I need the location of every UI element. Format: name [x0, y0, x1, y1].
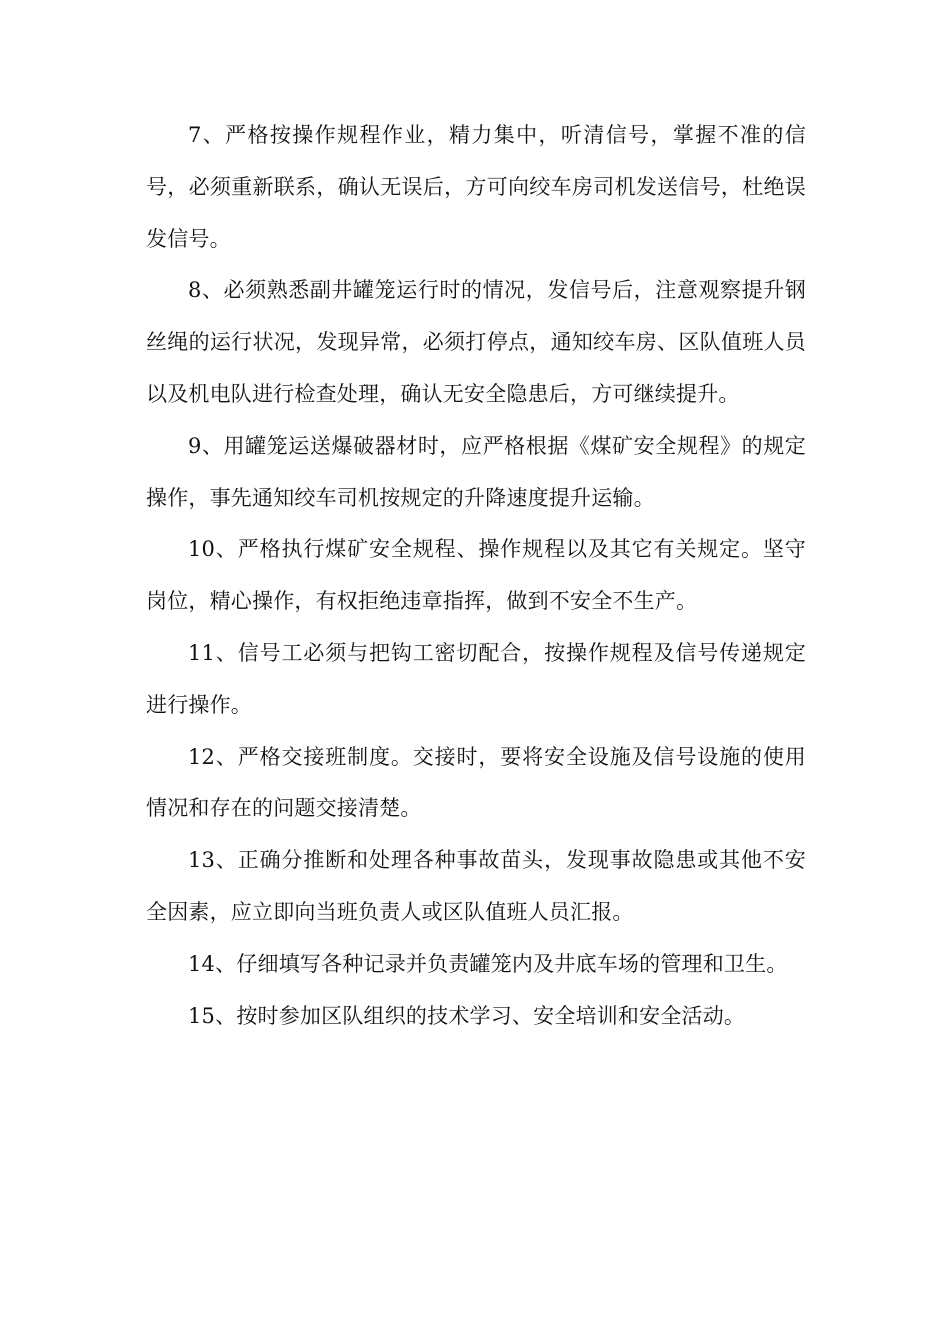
document-body — [146, 110, 806, 1042]
paragraph-item-7: 7、严格按操作规程作业，精力集中，听清信号，掌握不准的信号，必须重新联系，确认无误后，方可向绞车房司机发送信号，杜绝误发信号。 — [146, 123, 806, 251]
paragraph-item-15: 15、按时参加区队组织的技术学习、安全培训和安全活动。 — [188, 1003, 746, 1028]
paragraph-item-13: 13、正确分推断和处理各种事故苗头，发现事故隐患或其他不安全因素，应立即向当班负责人或区队值班人员汇报。 — [146, 848, 806, 924]
paragraph-item-8: 8、必须熟悉副井罐笼运行时的情况，发信号后，注意观察提升钢丝绳的运行状况，发现异常，必须打停点，通知绞车房、区队值班人员以及机电队进行检查处理，确认无安全隐患后，方可继续提升。 — [146, 278, 806, 406]
paragraph-item-12: 12、严格交接班制度。交接时，要将安全设施及信号设施的使用情况和存在的问题交接清楚。 — [146, 744, 806, 821]
paragraph-item-11: 11、信号工必须与把钩工密切配合，按操作规程及信号传递规定进行操作。 — [146, 640, 806, 717]
paragraph-item-14: 14、仔细填写各种记录并负责罐笼内及井底车场的管理和卫生。 — [188, 951, 788, 976]
paragraph-item-9: 9、用罐笼运送爆破器材时，应严格根据《煤矿安全规程》的规定操作，事先通知绞车司机按规定的升降速度提升运输。 — [146, 433, 806, 510]
paragraph-item-10: 10、严格执行煤矿安全规程、操作规程以及其它有关规定。坚守岗位，精心操作，有权拒绝违章指挥，做到不安全不生产。 — [146, 537, 806, 614]
